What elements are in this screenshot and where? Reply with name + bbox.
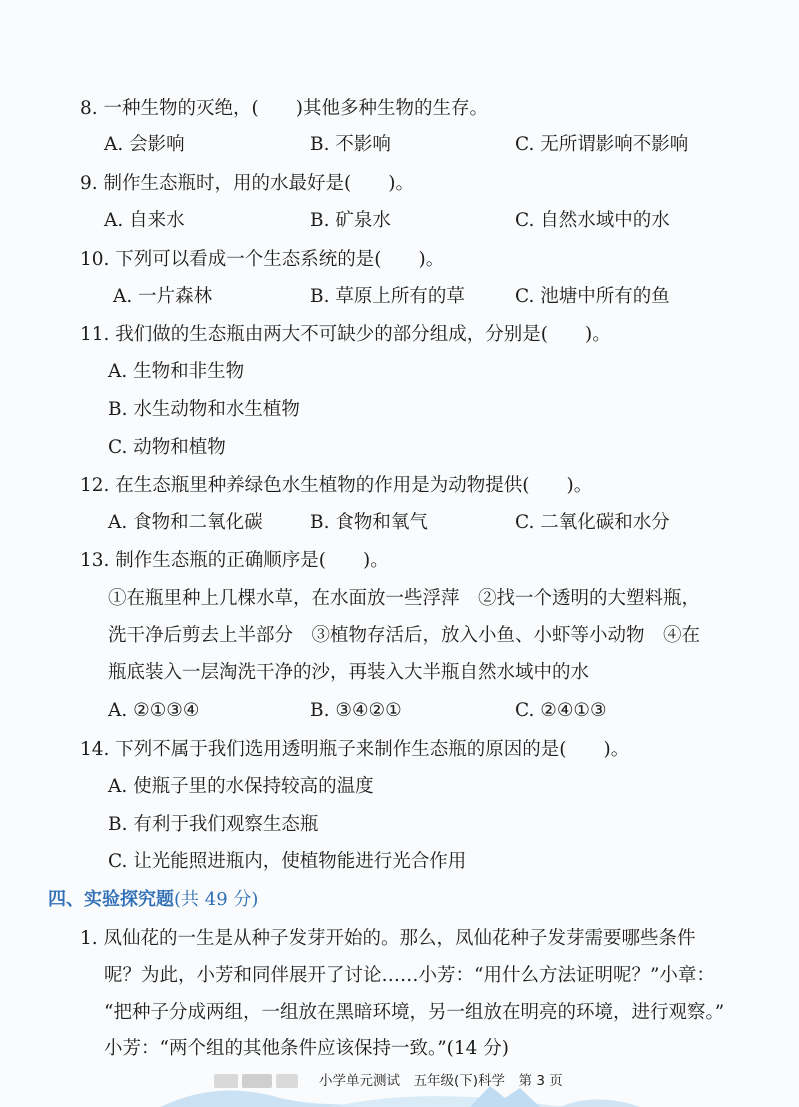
experiment-question-1-line: 呢？为此，小芳和同伴展开了讨论……小芳：“用什么方法证明呢？”小章： [104, 965, 715, 986]
question-14-option-a: A. 使瓶子里的水保持较高的温度 [108, 776, 374, 797]
question-13-body-line: 瓶底装入一层淘洗干净的沙，再装入大半瓶自然水域中的水 [108, 662, 590, 683]
experiment-question-1-line: 小芳：“两个组的其他条件应该保持一致。”(14 分) [104, 1038, 510, 1059]
question-13-option-b: B. ③④②① [310, 700, 402, 721]
question-13-body-line: ①在瓶里种上几棵水草，在水面放一些浮萍 ②找一个透明的大塑料瓶， [108, 588, 701, 609]
obscured-logo [242, 1074, 272, 1088]
question-10-stem: 10. 下列可以看成一个生态系统的是( )。 [80, 249, 445, 270]
obscured-logo [214, 1074, 238, 1088]
question-13-body-line: 洗干净后剪去上半部分 ③植物存活后，放入小鱼、小虾等小动物 ④在 [108, 625, 701, 646]
question-9-option-a: A. 自来水 [104, 210, 185, 231]
experiment-question-1-line: 1. 凤仙花的一生是从种子发芽开始的。那么，凤仙花种子发芽需要哪些条件 [80, 928, 696, 949]
question-14-option-b: B. 有利于我们观察生态瓶 [108, 814, 319, 835]
question-12-option-a: A. 食物和二氧化碳 [108, 512, 263, 533]
question-14-stem: 14. 下列不属于我们选用透明瓶子来制作生态瓶的原因的是( )。 [80, 739, 630, 760]
question-11-stem: 11. 我们做的生态瓶由两大不可缺少的部分组成，分别是( )。 [80, 324, 611, 345]
question-12-stem: 12. 在生态瓶里种养绿色水生植物的作用是为动物提供( )。 [80, 475, 593, 496]
question-9-option-c: C. 自然水域中的水 [515, 210, 670, 231]
question-14-option-c: C. 让光能照进瓶内，使植物能进行光合作用 [108, 851, 467, 872]
question-13-stem: 13. 制作生态瓶的正确顺序是( )。 [80, 550, 389, 571]
section-score: (共 49 分) [174, 889, 259, 910]
section-title: 四、实验探究题 [48, 889, 174, 910]
question-13-option-a: A. ②①③④ [108, 700, 200, 721]
question-8-option-b: B. 不影响 [310, 134, 391, 155]
footer-page-label: 小学单元测试 五年级(下)科学 第 3 页 [319, 1073, 563, 1089]
question-10-option-b: B. 草原上所有的草 [310, 286, 465, 307]
question-8-option-a: A. 会影响 [104, 134, 185, 155]
question-9-stem: 9. 制作生态瓶时，用的水最好是( )。 [80, 173, 414, 194]
question-8-stem: 8. 一种生物的灭绝，( )其他多种生物的生存。 [80, 98, 488, 119]
question-11-option-c: C. 动物和植物 [108, 437, 226, 458]
question-12-option-c: C. 二氧化碳和水分 [515, 512, 670, 533]
question-11-option-a: A. 生物和非生物 [108, 361, 245, 382]
experiment-question-1-line: “把种子分成两组，一组放在黑暗环境，另一组放在明亮的环境，进行观察。” [104, 1002, 725, 1023]
question-13-option-c: C. ②④①③ [515, 700, 607, 721]
obscured-logo [276, 1074, 298, 1088]
question-10-option-a: A. 一片森林 [113, 286, 213, 307]
question-11-option-b: B. 水生动物和水生植物 [108, 399, 300, 420]
question-10-option-c: C. 池塘中所有的鱼 [515, 286, 670, 307]
question-9-option-b: B. 矿泉水 [310, 210, 391, 231]
question-12-option-b: B. 食物和氧气 [310, 512, 428, 533]
question-8-option-c: C. 无所谓影响不影响 [515, 134, 689, 155]
section-heading [48, 888, 258, 912]
